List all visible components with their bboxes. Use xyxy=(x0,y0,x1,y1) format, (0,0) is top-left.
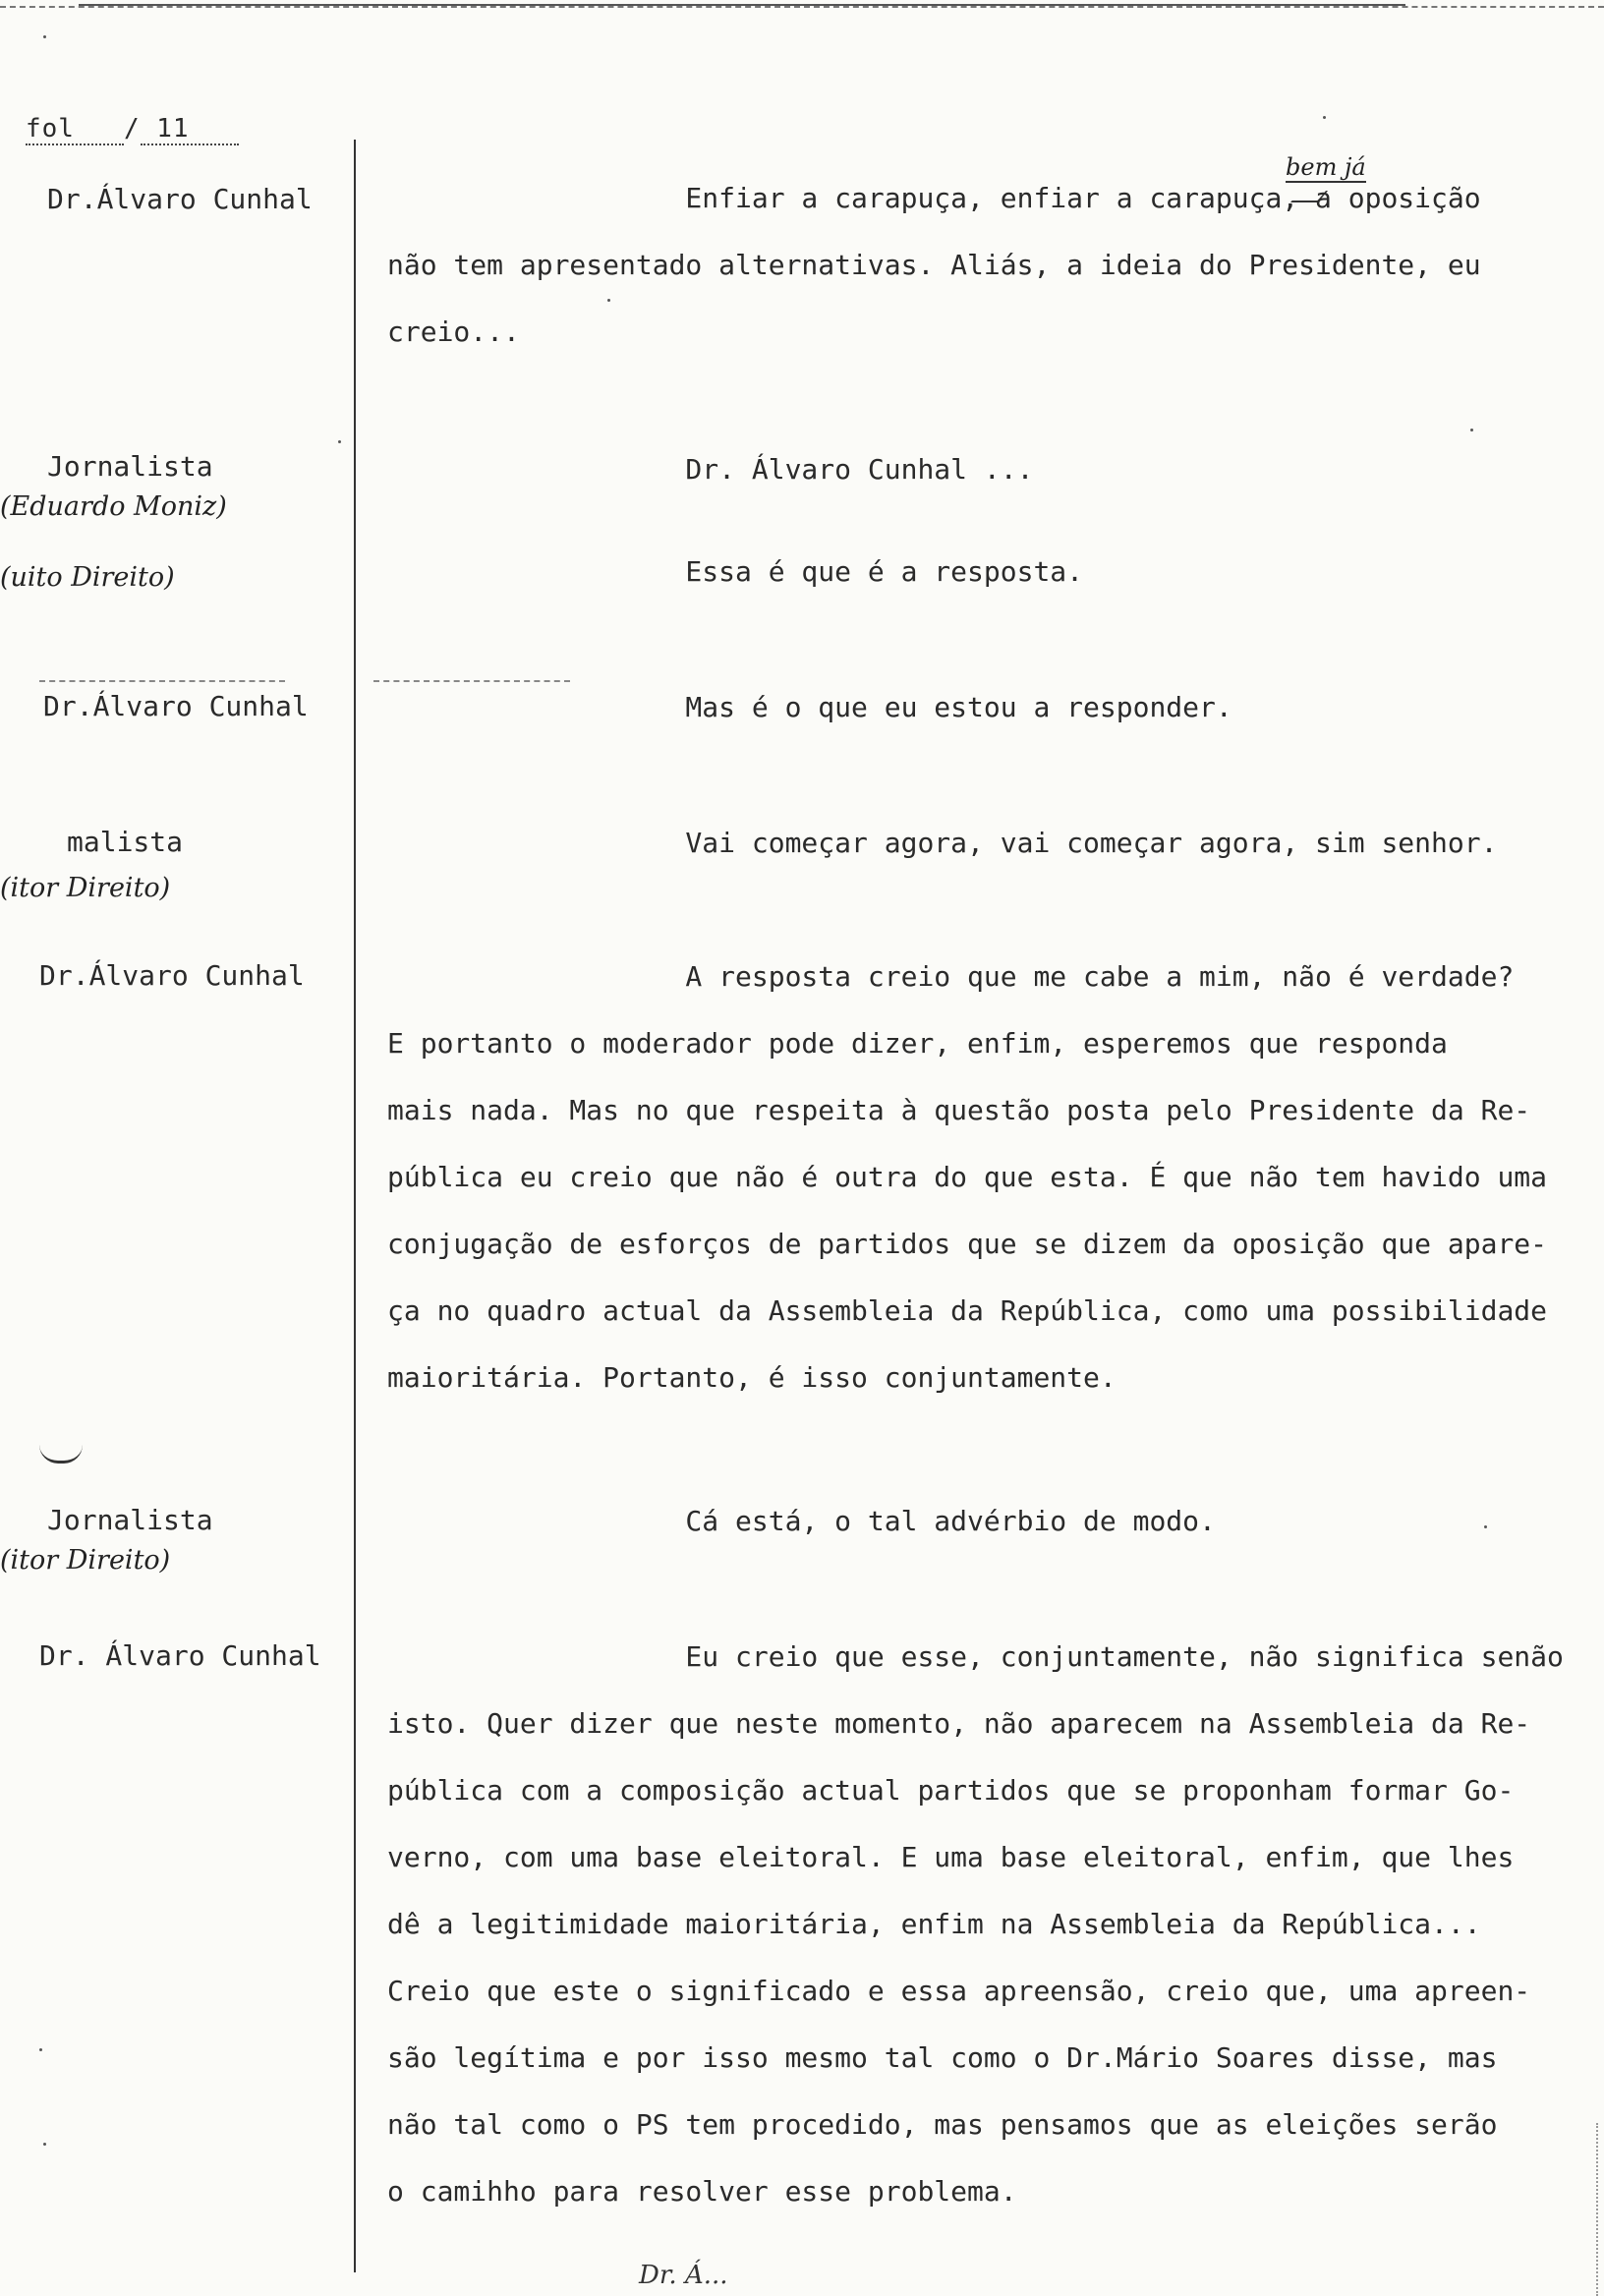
top-dashed-rule xyxy=(0,6,1604,8)
text-line: isto. Quer dizer que neste momento, não aparecem na Assembleia da Re- xyxy=(387,1707,1531,1740)
text-line: pública eu creio que não é outra do que esta. É que não tem havido uma xyxy=(387,1161,1548,1193)
handwritten-correction: bem já xyxy=(1286,153,1366,181)
handwritten-mark xyxy=(39,1445,83,1464)
text-line: A resposta creio que me cabe a mim, não é verdade? xyxy=(387,960,1515,993)
text-line: não tal como o PS tem procedido, mas pensamos que as eleições serão xyxy=(387,2108,1498,2141)
transcript-paragraph xyxy=(387,674,1232,741)
speaker-label: Dr.Álvaro Cunhal xyxy=(43,690,309,722)
text-line: Dr. Álvaro Cunhal ... xyxy=(387,453,1034,486)
dashed-break-left xyxy=(39,680,285,682)
scan-speck xyxy=(338,440,341,443)
folio-mark xyxy=(26,114,239,145)
scan-speck xyxy=(1323,116,1326,119)
handwritten-speaker-note: (itor Direito) xyxy=(0,873,171,903)
text-line: ça no quadro actual da Assembleia da República, como uma possibilidade xyxy=(387,1294,1548,1327)
text-line: não tem apresentado alternativas. Aliás, a ideia do Presidente, eu xyxy=(387,249,1481,281)
text-line: são legítima e por isso mesmo tal como o Dr.Mário Soares disse, mas xyxy=(387,2041,1498,2074)
transcript-paragraph xyxy=(387,810,1497,877)
speaker-label: Dr. Álvaro Cunhal xyxy=(39,1639,321,1672)
text-line: Creio que este o significado e essa apreensão, creio que, uma apreen- xyxy=(387,1975,1531,2007)
scan-edge-dots xyxy=(1596,2123,1600,2296)
handwritten-speaker-note: (itor Direito) xyxy=(0,1545,171,1576)
transcript-paragraph xyxy=(387,165,1481,366)
text-line: o camihho para resolver esse problema. xyxy=(387,2175,1017,2208)
speaker-label: Dr.Álvaro Cunhal xyxy=(39,959,305,992)
text-line: Enfiar a carapuça, enfiar a carapuça, a oposição xyxy=(387,182,1481,214)
text-line: E portanto o moderador pode dizer, enfim, esperemos que responda xyxy=(387,1027,1448,1060)
speaker-label: Jornalista xyxy=(47,450,213,483)
text-line: mais nada. Mas no que respeita à questão posta pelo Presidente da Re- xyxy=(387,1094,1531,1126)
scan-speck xyxy=(43,2143,46,2146)
text-line: verno, com uma base eleitoral. E uma base eleitoral, enfim, que lhes xyxy=(387,1841,1515,1873)
transcript-paragraph xyxy=(387,1488,1216,1555)
text-line: Eu creio que esse, conjuntamente, não significa senão xyxy=(387,1640,1564,1673)
scan-speck xyxy=(607,299,610,302)
scan-speck xyxy=(39,2048,42,2051)
folio-prefix: fol xyxy=(26,114,75,144)
speaker-label: Dr.Álvaro Cunhal xyxy=(47,183,313,215)
top-solid-rule xyxy=(79,4,1405,6)
folio-number: 11 xyxy=(156,114,190,144)
scan-speck xyxy=(1470,429,1473,431)
text-line: Vai começar agora, vai começar agora, sim senhor. xyxy=(387,827,1498,859)
transcript-paragraph xyxy=(387,1624,1564,2225)
folio-separator: / xyxy=(123,114,141,144)
cut-off-speaker-fragment: Dr. Á... xyxy=(639,2261,728,2290)
column-divider xyxy=(354,140,356,2272)
text-line: pública com a composição actual partidos que se proponham formar Go- xyxy=(387,1774,1515,1807)
text-line: Essa é que é a resposta. xyxy=(387,555,1084,588)
scan-speck xyxy=(1484,1525,1487,1528)
transcript-paragraph xyxy=(387,539,1083,605)
scan-speck xyxy=(43,35,46,38)
text-line: Mas é o que eu estou a responder. xyxy=(387,691,1232,723)
handwritten-speaker-note: (uito Direito) xyxy=(0,562,175,593)
handwritten-speaker-note: (Eduardo Moniz) xyxy=(0,491,227,522)
text-line: Cá está, o tal advérbio de modo. xyxy=(387,1505,1216,1537)
text-line: maioritária. Portanto, é isso conjuntamente. xyxy=(387,1361,1117,1394)
speaker-label: Jornalista xyxy=(47,1504,213,1536)
speaker-label: malista xyxy=(67,826,184,858)
text-line: conjugação de esforços de partidos que se dizem da oposição que apare- xyxy=(387,1228,1548,1260)
text-line: creio... xyxy=(387,316,520,348)
transcript-paragraph xyxy=(387,944,1547,1411)
transcript-paragraph xyxy=(387,436,1033,503)
text-line: dê a legitimidade maioritária, enfim na Assembleia da República... xyxy=(387,1908,1481,1940)
